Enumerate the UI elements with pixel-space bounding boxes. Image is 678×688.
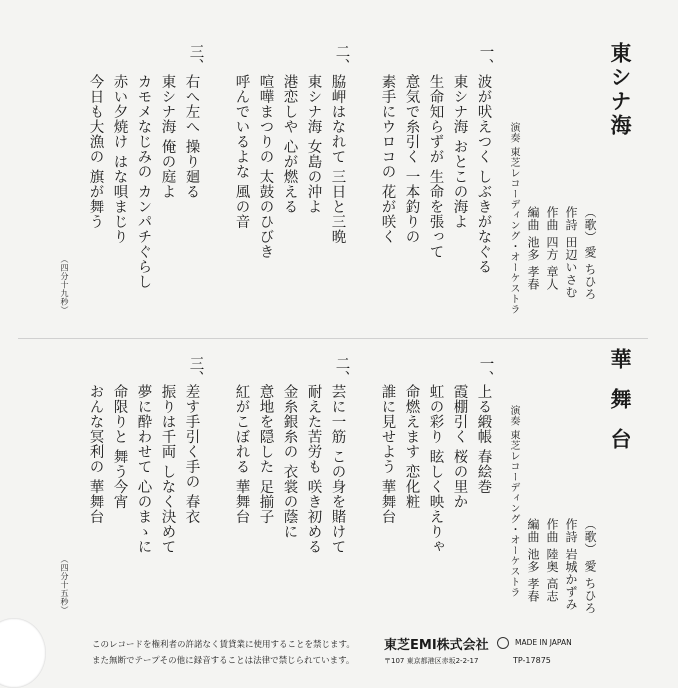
song2-lyricist-label: 作詩 [564,518,578,543]
song1-verse1-number: 一、 [477,44,494,73]
song2-verse3-line3: 夢に酔わせて 心のまゝに [135,384,152,555]
song1-verse1-line5: 素手にウロコの 花が咲く [379,74,396,245]
song1-lyricist-label: 作詩 [564,206,578,231]
song2-arranger: 池多 孝春 [526,548,540,603]
song1-verse3-line1: 右へ左へ 操り廻る [183,74,200,200]
song1-title: 東シナ海 [608,42,633,138]
song1-verse3-line5: 今日も大漁の 旗が舞う [87,74,104,230]
song2-composer: 陸奥 高志 [545,548,559,603]
song2-verse3-line2: 振りは千両 しなく決めて [159,384,176,555]
song1-lyricist: 田辺いさむ [564,236,578,299]
song1-orchestra: 演奏 東芝レコーディング・オーケストラ [508,122,519,315]
song1-verse2-line2: 東シナ海 女島の沖よ [305,74,322,215]
song1-verse3-line2: 東シナ海 俺の庭よ [159,74,176,200]
copyright-notice-line1: このレコードを権利者の許諾なく賃貸業に使用することを禁じます。 [92,640,355,650]
song1-arranger: 池多 孝春 [526,236,540,291]
song2-verse3-line4: 命限りと 舞う今宵 [111,384,128,510]
song2-performer: 愛 ちひろ [583,560,597,615]
made-in-label: MADE IN JAPAN [515,638,572,647]
song2-verse2-line3: 金糸銀糸の 衣裳の蔭に [281,384,298,540]
song1-verse2-line5: 呼んでいるよな 風の音 [233,74,250,230]
song1-arranger-label: 編曲 [526,206,540,231]
song2-performer-label: （歌） [583,518,597,556]
song2-verse3-number: 三、 [187,356,204,385]
song2-lyricist: 岩城かずみ [564,548,578,611]
song1-verse1-line1: 波が吠えつく しぶきがなぐる [475,74,492,275]
song2-verse1-line5: 誰に見せよう 華舞台 [379,384,396,525]
song1-performer-label: （歌） [583,206,597,244]
song1-verse1-line2: 東シナ海 おとこの海よ [451,74,468,230]
song1-composer: 四方 章人 [545,236,559,291]
song1-verse3-line4: 赤い夕焼け はな唄まじり [111,74,128,245]
song1-verse1-line3: 生命知らずが 生命を張って [427,74,444,260]
song2-verse3-line1: 差す手引く手の 春衣 [183,384,200,525]
company-address: 〒107 東京都港区赤坂2-2-17 [384,657,479,665]
song1-verse2-line3: 港恋しや 心が燃える [281,74,298,215]
song2-arranger-label: 編曲 [526,518,540,543]
song2-orchestra: 演奏 東芝レコーディング・オーケストラ [508,405,519,598]
song2-verse2-line2: 耐えた苦労も 咲き初める [305,384,322,555]
song1-verse2-line1: 脇岬はなれて 三日と三晩 [329,74,346,245]
catalog-number: TP-17875 [513,656,551,665]
song1-verse2-line4: 喧嘩まつりの 太鼓のひびき [257,74,274,260]
song2-duration: （四分十五秒） [60,555,69,615]
divider [18,338,648,339]
song2-verse2-line1: 芸に一筋 この身を賭けて [329,384,346,555]
song1-duration: （四分十九秒） [60,255,69,315]
company-logo-icon [497,637,509,649]
song1-verse2-number: 二、 [333,44,350,73]
song2-verse1-line2: 霞棚引く 桜の里か [451,384,468,510]
center-hole-cutout [0,618,46,688]
song2-composer-label: 作曲 [545,518,559,543]
copyright-notice-line2: また無断でテープその他に録音することは法律で禁じられています。 [92,656,355,666]
song2-verse2-number: 二、 [333,356,350,385]
song2-verse3-line5: おんな冥利の 華舞台 [87,384,104,525]
song1-verse3-number: 三、 [187,44,204,73]
song2-verse1-line4: 命燃えます 恋化粧 [403,384,420,510]
song2-verse2-line5: 紅がこぼれる 華舞台 [233,384,250,525]
song1-verse1-line4: 意気で糸引く 一本釣りの [403,74,420,245]
company-name: 東芝EMI株式会社 [384,638,489,653]
song2-verse1-number: 一、 [477,356,494,385]
song1-verse3-line3: カモメなじみの カンパチぐらし [135,74,152,290]
song1-performer: 愛 ちひろ [583,246,597,301]
song1-composer-label: 作曲 [545,206,559,231]
song2-verse1-line1: 上る緞帳 春絵巻 [475,384,492,495]
song2-verse1-line3: 虹の彩り 眩しく映えりゃ [427,384,444,555]
song2-title: 華舞台 [608,348,633,468]
song2-verse2-line4: 意地を隠した 足揃子 [257,384,274,525]
